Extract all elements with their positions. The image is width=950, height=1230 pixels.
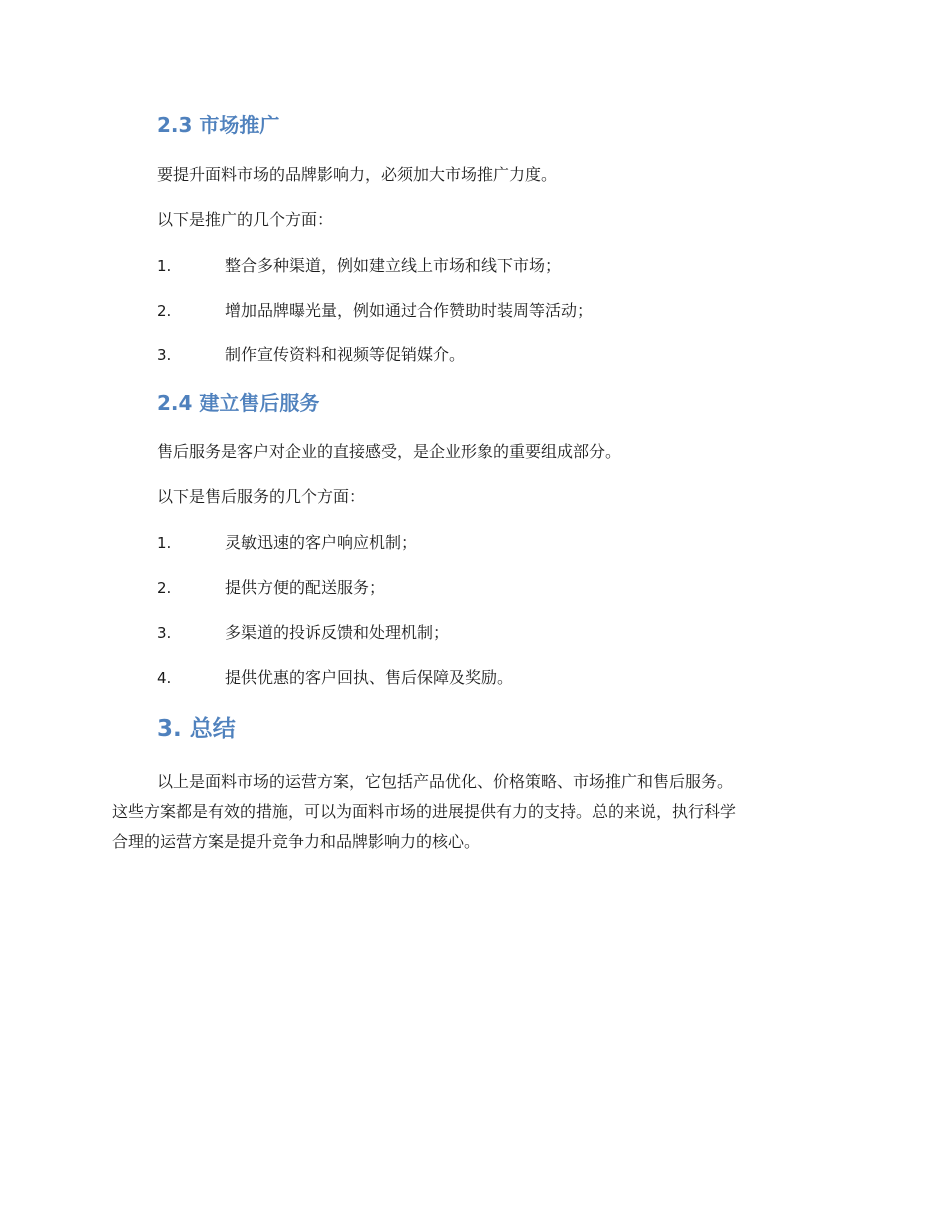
list-item-number: 2. (157, 302, 172, 320)
list-item-text: 整合多种渠道，例如建立线上市场和线下市场； (225, 256, 562, 275)
summary-paragraph (112, 767, 842, 857)
list-item (157, 532, 417, 554)
list-item-text: 增加品牌曝光量，例如通过合作赞助时装周等活动； (225, 301, 594, 320)
list-item-text: 多渠道的投诉反馈和处理机制； (225, 623, 450, 642)
list-item (157, 255, 561, 277)
list-item (157, 667, 513, 689)
list-item-number: 1. (157, 534, 172, 552)
section-intro: 要提升面料市场的品牌影响力，必须加大市场推广力度。 (157, 165, 558, 184)
section-intro: 售后服务是客户对企业的直接感受，是企业形象的重要组成部分。 (157, 442, 622, 461)
list-item-number: 1. (157, 257, 172, 275)
list-item (157, 300, 593, 322)
list-item-number: 4. (157, 669, 172, 687)
list-item-text: 提供方便的配送服务； (225, 578, 386, 597)
list-item-number: 3. (157, 624, 172, 642)
list-item-text: 提供优惠的客户回执、售后保障及奖励。 (225, 668, 514, 687)
summary-line: 这些方案都是有效的措施，可以为面料市场的进展提供有力的支持。总的来说，执行科学 (112, 802, 737, 821)
summary-line: 以上是面料市场的运营方案，它包括产品优化、价格策略、市场推广和售后服务。 (157, 772, 734, 791)
section-heading-market-promotion: 2.3 市场推广 (157, 113, 280, 137)
list-item-number: 3. (157, 346, 172, 364)
list-item (157, 577, 385, 599)
section-heading-after-sales-service: 2.4 建立售后服务 (157, 391, 320, 415)
list-item-number: 2. (157, 579, 172, 597)
list-item-text: 制作宣传资料和视频等促销媒介。 (225, 345, 466, 364)
section-lead: 以下是售后服务的几个方面： (157, 487, 366, 506)
list-item (157, 622, 449, 644)
section-heading-summary: 3. 总结 (157, 716, 236, 742)
summary-line: 合理的运营方案是提升竞争力和品牌影响力的核心。 (112, 832, 481, 851)
list-item-text: 灵敏迅速的客户响应机制； (225, 533, 418, 552)
list-item (157, 344, 465, 366)
section-lead: 以下是推广的几个方面： (157, 210, 334, 229)
